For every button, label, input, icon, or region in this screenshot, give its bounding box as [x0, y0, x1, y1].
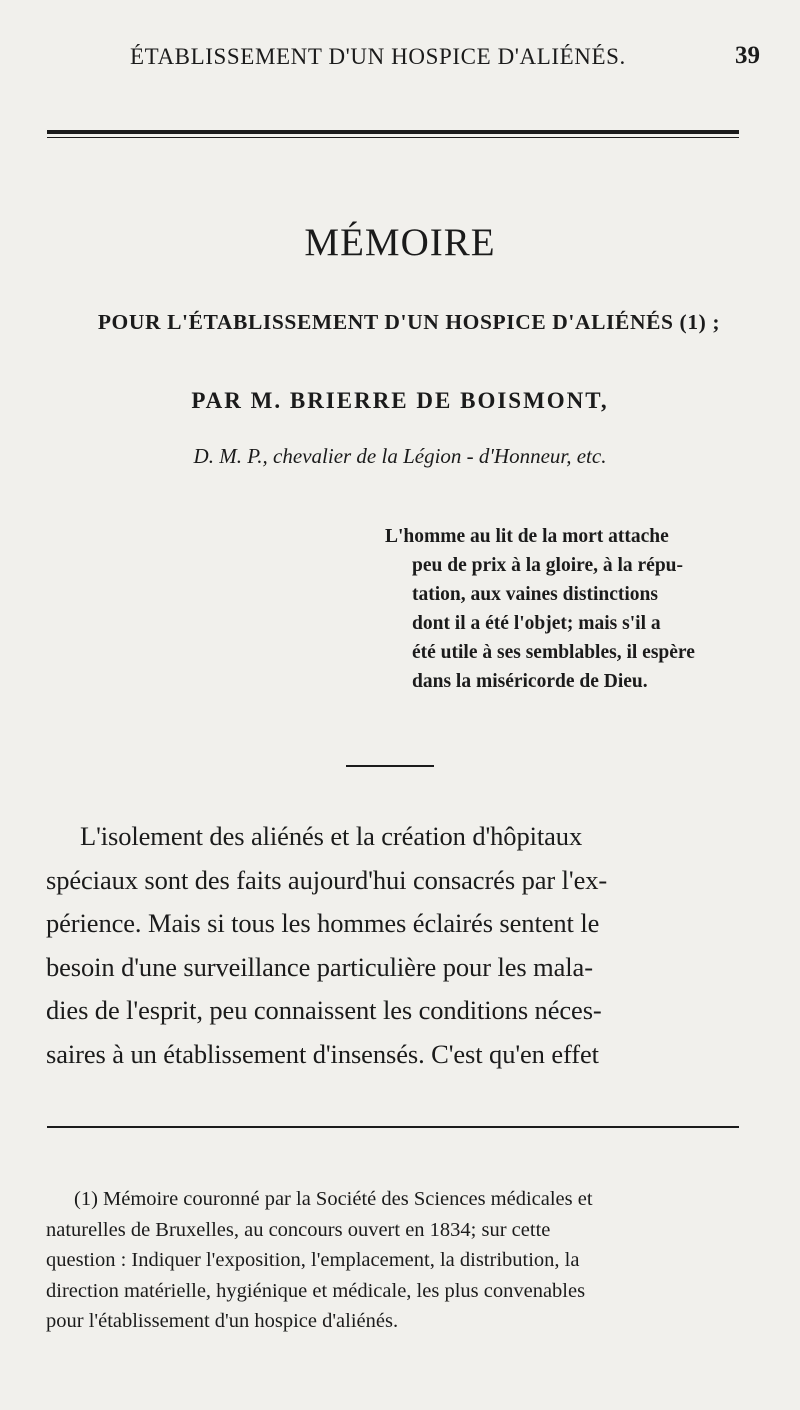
section-divider	[346, 765, 434, 767]
running-head	[50, 40, 762, 80]
page-number: 39	[735, 42, 760, 69]
body-line: dies de l'esprit, peu connaissent les conditions néces-	[46, 995, 602, 1025]
footnote-rule	[47, 1126, 739, 1128]
memoir-subtitle: POUR L'ÉTABLISSEMENT D'UN HOSPICE D'ALIÉNÉS (1) ;	[97, 310, 721, 334]
body-line: saires à un établissement d'insensés. C'est qu'en effet	[46, 1038, 599, 1069]
footnote-line: naturelles de Bruxelles, au concours ouvert en 1834; sur cette	[46, 1218, 551, 1241]
footnote-line: question : Indiquer l'exposition, l'emplacement, la distribution, la	[46, 1249, 580, 1271]
memoir-title: MÉMOIRE	[304, 221, 496, 264]
body-line: L'isolement des aliénés et la création d'hôpitaux	[80, 821, 583, 851]
epigraph-line: dont il a été l'objet; mais s'il a	[412, 613, 661, 634]
author-credentials: D. M. P., chevalier de la Légion - d'Honneur, etc.	[193, 444, 607, 468]
epigraph-line: tation, aux vaines distinctions	[412, 584, 658, 605]
running-title: ÉTABLISSEMENT D'UN HOSPICE D'ALIÉNÉS.	[130, 44, 626, 69]
footnote-line: (1) Mémoire couronné par la Société des Sciences médicales et	[74, 1188, 593, 1210]
author-line: PAR M. BRIERRE DE BOISMONT,	[191, 388, 609, 413]
footnote-line: pour l'établissement d'un hospice d'aliénés.	[46, 1310, 399, 1332]
epigraph-line: dans la miséricorde de Dieu.	[412, 671, 648, 692]
footnote-line: direction matérielle, hygiénique et médicale, les plus convenables	[46, 1279, 586, 1302]
epigraph	[385, 522, 770, 696]
body-paragraph	[46, 815, 762, 1076]
epigraph-line: L'homme au lit de la mort attache	[385, 526, 669, 547]
epigraph-line: peu de prix à la gloire, à la répu-	[412, 555, 684, 576]
footnote	[46, 1184, 762, 1337]
body-line: spéciaux sont des faits aujourd'hui consacrés par l'ex-	[46, 864, 608, 895]
body-line: périence. Mais si tous les hommes éclairés sentent le	[46, 908, 600, 938]
header-double-rule	[47, 130, 739, 138]
epigraph-line: été utile à ses semblables, il espère	[412, 642, 695, 663]
body-line: besoin d'une surveillance particulière pour les mala-	[46, 951, 593, 982]
